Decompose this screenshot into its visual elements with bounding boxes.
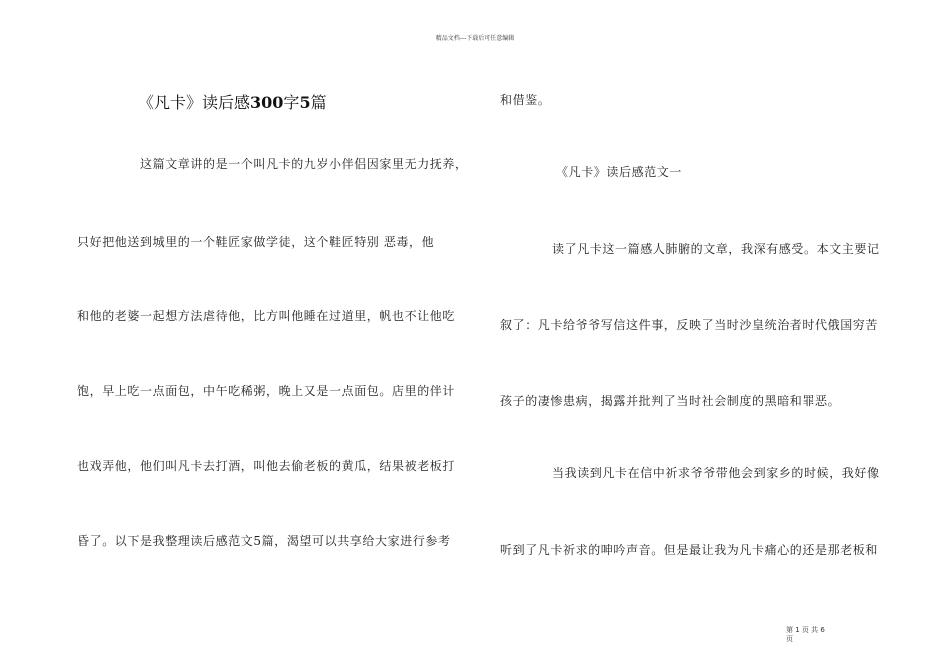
title-end: 篇: [310, 93, 327, 112]
page-number-line-1: 第 1 页 共 6: [786, 626, 825, 634]
left-line-2: 只好把他送到城里的一个鞋匠家做学徒，这个鞋匠特别 恶毒，他: [77, 235, 435, 249]
right-line-7: 听到了凡卡祈求的呻吟声音。但是最让我为凡卡痛心的还是那老板和: [500, 543, 879, 557]
left-line-6: 昏了。以下是我整理读后感范文5篇，渴望可以共享给大家进行参考: [77, 534, 451, 548]
right-line-4: 叙了：凡卡给爷爷写信这件事，反映了当时沙皇统治者时代俄国穷苦: [500, 318, 879, 332]
header-note: 精品文档---下载后可任意编辑: [435, 35, 515, 42]
left-line-1: 这篇文章讲的是一个叫凡卡的九岁小伴侣因家里无力抚养，: [140, 157, 468, 171]
page-number-line-2: 页: [786, 635, 793, 643]
right-line-2: 《凡卡》读后感范文一: [556, 165, 683, 179]
right-line-3: 读了凡卡这一篇感人肺腑的文章，我深有感受。本文主要记: [552, 242, 880, 256]
left-line-3: 和他的老婆一起想方法虐待他，比方叫他睡在过道里，帆也不让他吃: [77, 309, 456, 323]
title-count: 5: [299, 93, 311, 112]
left-line-4: 饱，早上吃一点面包，中午吃稀粥，晚上又是一点面包。店里的伴计: [77, 384, 456, 398]
title-main: 《凡卡》读后感: [138, 93, 251, 112]
right-line-5: 孩子的凄惨患病，揭露并批判了当时社会制度的黑暗和罪恶。: [500, 394, 841, 408]
page-title: [138, 90, 327, 113]
title-number: 300: [250, 93, 284, 112]
title-mid: 字: [283, 93, 300, 112]
page-number: [786, 626, 836, 644]
right-line-6: 当我读到凡卡在信中祈求爷爷带他会到家乡的时候，我好像: [552, 466, 880, 480]
right-line-1: 和借鉴。: [500, 93, 551, 107]
left-line-5: 也戏弄他，他们叫凡卡去打酒，叫他去偷老板的黄瓜，结果被老板打: [77, 459, 456, 473]
